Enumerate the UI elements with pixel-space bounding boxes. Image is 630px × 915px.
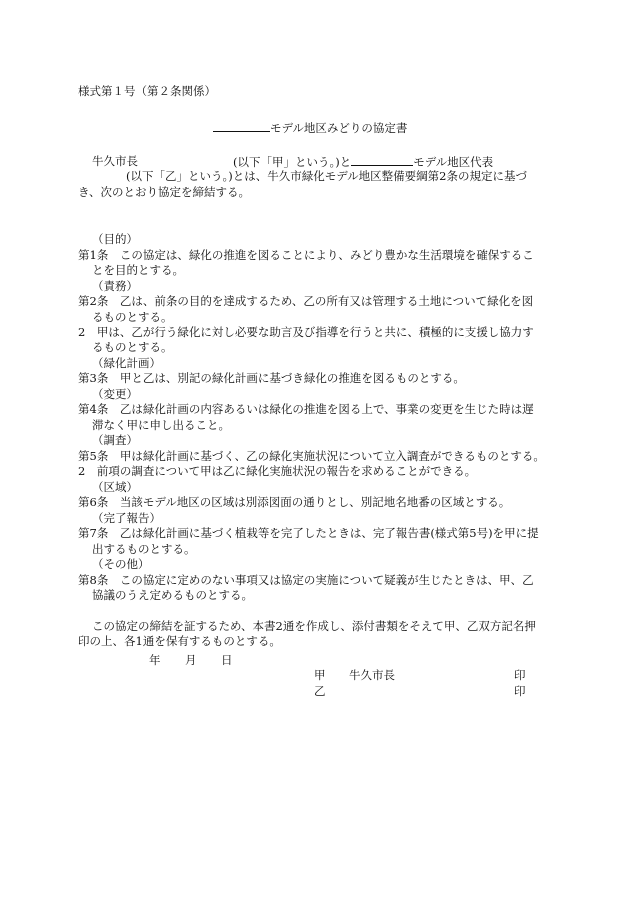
date-year: 年: [149, 653, 161, 667]
article-8-line-2: 協議のうえ定めるものとする。: [92, 588, 253, 602]
heading-investigation: （調査）: [92, 433, 138, 447]
article-4-line-1: 第4条 乙は緑化計画の内容あるいは緑化の推進を図る上で、事業の変更を生じた時は遅: [78, 402, 534, 416]
intro-city-head: 牛久市長: [92, 154, 138, 168]
intro-line-3: き、次のとおり協定を締結する。: [78, 185, 251, 199]
closing-line-2: 印の上、各1通を保有するものとする。: [78, 634, 281, 648]
article-2-line-1: 第2条 乙は、前条の目的を達成するため、乙の所有又は管理する土地について緑化を図: [78, 294, 534, 308]
heading-completion-report: （完了報告）: [92, 511, 161, 525]
article-4-line-2: 滞なく甲に申し出ること。: [92, 418, 230, 432]
intro-line-1: [233, 154, 493, 169]
district-name-blank: [213, 120, 270, 132]
article-3: 第3条 甲と乙は、別記の緑化計画に基づき緑化の推進を図るものとする。: [78, 371, 465, 385]
party-otsu-label: 乙: [314, 684, 326, 698]
heading-duties: （責務）: [92, 279, 138, 293]
district-name-blank-2: [351, 154, 413, 166]
party-ko-name: 牛久市長: [349, 668, 395, 682]
article-1-line-1: 第1条 この協定は、緑化の推進を図ることにより、みどり豊かな生活環境を確保するこ: [78, 248, 534, 262]
article-7-line-2: 出するものとする。: [92, 542, 196, 556]
article-2-line-2: るものとする。: [92, 310, 173, 324]
document-title-text: モデル地区みどりの協定書: [270, 121, 408, 135]
article-2-para-2-line-1: 2 甲は、乙が行う緑化に対し必要な助言及び指導を行うと共に、積極的に支援し協力す: [78, 325, 534, 339]
heading-area: （区域）: [92, 480, 138, 494]
heading-greening-plan: （緑化計画）: [92, 356, 161, 370]
party-ko-label: 甲: [314, 668, 326, 682]
date-day: 日: [221, 653, 233, 667]
document-title: [213, 120, 407, 135]
form-number: 様式第１号（第２条関係）: [78, 84, 216, 98]
heading-purpose: （目的）: [92, 232, 138, 246]
article-7-line-1: 第7条 乙は緑化計画に基づく植栽等を完了したときは、完了報告書(様式第5号)を甲に提: [78, 526, 539, 540]
intro-district-rep: モデル地区代表: [413, 155, 494, 169]
date-month: 月: [185, 653, 197, 667]
seal-mark-otsu: 印: [514, 684, 526, 698]
article-6: 第6条 当該モデル地区の区域は別添図面の通りとし、別記地名地番の区域とする。: [78, 495, 511, 509]
intro-ko-label: (以下「甲」という。)と: [233, 155, 352, 169]
closing-line-1: この協定の締結を証するため、本書2通を作成し、添付書類をそえて甲、乙双方記名押: [92, 619, 536, 633]
article-2-para-2-line-2: るものとする。: [92, 340, 173, 354]
article-5: 第5条 甲は緑化計画に基づく、乙の緑化実施状況について立入調査ができるものとする。: [78, 449, 545, 463]
heading-other: （その他）: [92, 557, 150, 571]
seal-mark-ko: 印: [514, 668, 526, 682]
intro-line-2: (以下「乙」という。)とは、牛久市緑化モデル地区整備要綱第2条の規定に基づ: [126, 169, 527, 183]
article-1-line-2: とを目的とする。: [92, 263, 184, 277]
article-8-line-1: 第8条 この協定に定めのない事項又は協定の実施について疑義が生じたときは、甲、乙: [78, 573, 534, 587]
article-5-para-2: 2 前項の調査について甲は乙に緑化実施状況の報告を求めることができる。: [78, 464, 477, 478]
heading-change: （変更）: [92, 387, 138, 401]
